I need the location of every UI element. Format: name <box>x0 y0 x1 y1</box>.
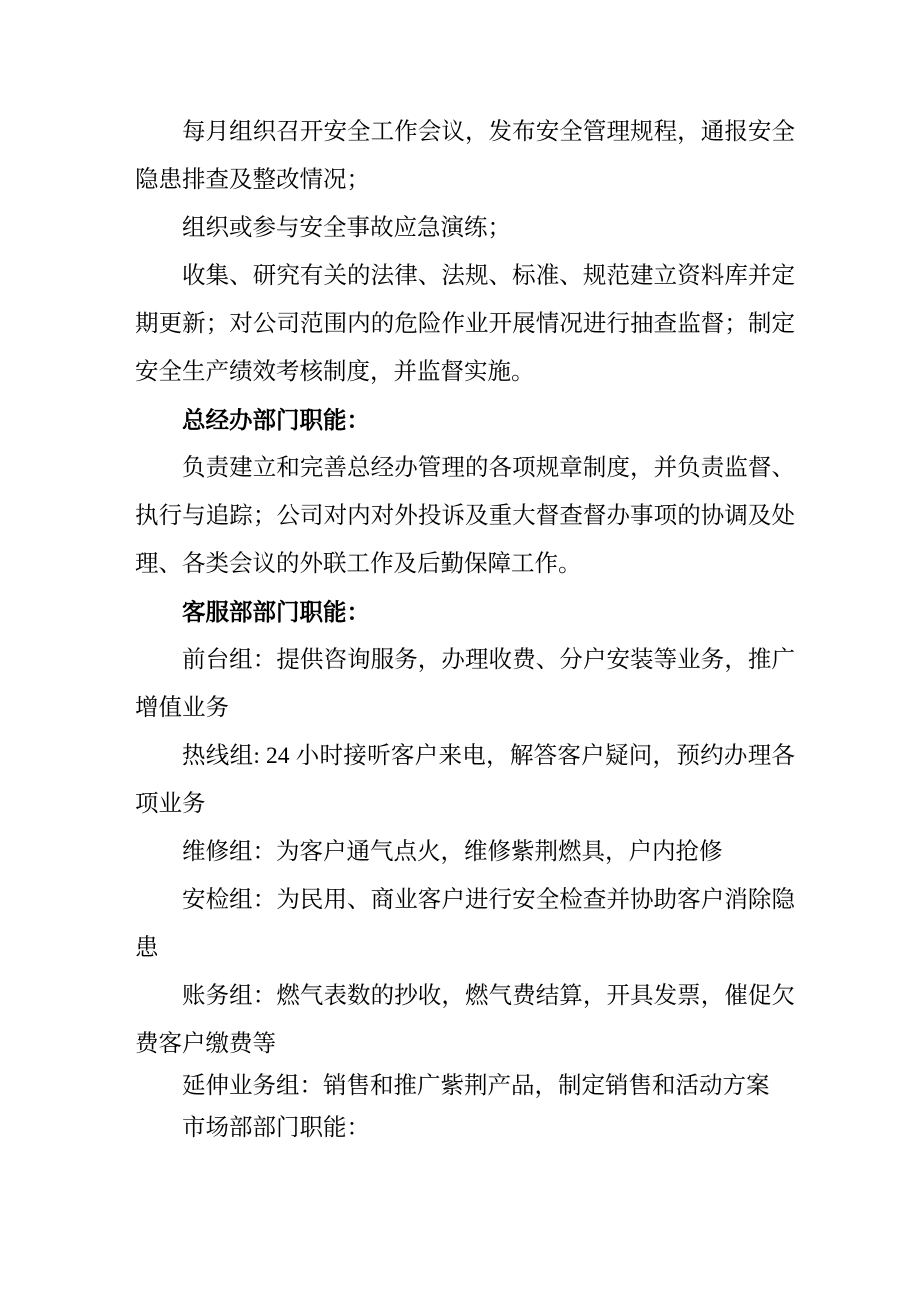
paragraph: 热线组: 24 小时接听客户来电，解答客户疑问，预约办理各项业务 <box>135 743 795 817</box>
paragraph: 延伸业务组：销售和推广紫荆产品，制定销售和活动方案 <box>182 1073 770 1099</box>
section-heading: 总经办部门职能： <box>182 407 370 433</box>
paragraph: 维修组：为客户通气点火，维修紫荆燃具，户内抢修 <box>182 839 723 865</box>
paragraph: 前台组：提供咨询服务，办理收费、分户安装等业务，推广增值业务 <box>135 647 795 721</box>
section-heading: 市场部部门职能： <box>182 1115 370 1141</box>
paragraph: 收集、研究有关的法律、法规、标准、规范建立资料库并定期更新；对公司范围内的危险作业开展情况进行抽查监督；制定安全生产绩效考核制度，并监督实施。 <box>135 263 795 385</box>
paragraph: 安检组：为民用、商业客户进行安全检查并协助客户消除隐患 <box>135 887 795 961</box>
paragraph: 账务组：燃气表数的抄收，燃气费结算，开具发票，催促欠费客户缴费等 <box>135 983 795 1057</box>
paragraph: 组织或参与安全事故应急演练； <box>182 215 511 241</box>
document-body <box>135 108 795 1152</box>
paragraph: 每月组织召开安全工作会议，发布安全管理规程，通报安全隐患排查及整改情况； <box>135 119 795 193</box>
paragraph: 负责建立和完善总经办管理的各项规章制度，并负责监督、执行与追踪；公司对内对外投诉及重大督查督办事项的协调及处理、各类会议的外联工作及后勤保障工作。 <box>135 455 795 577</box>
section-heading: 客服部部门职能： <box>182 599 370 625</box>
